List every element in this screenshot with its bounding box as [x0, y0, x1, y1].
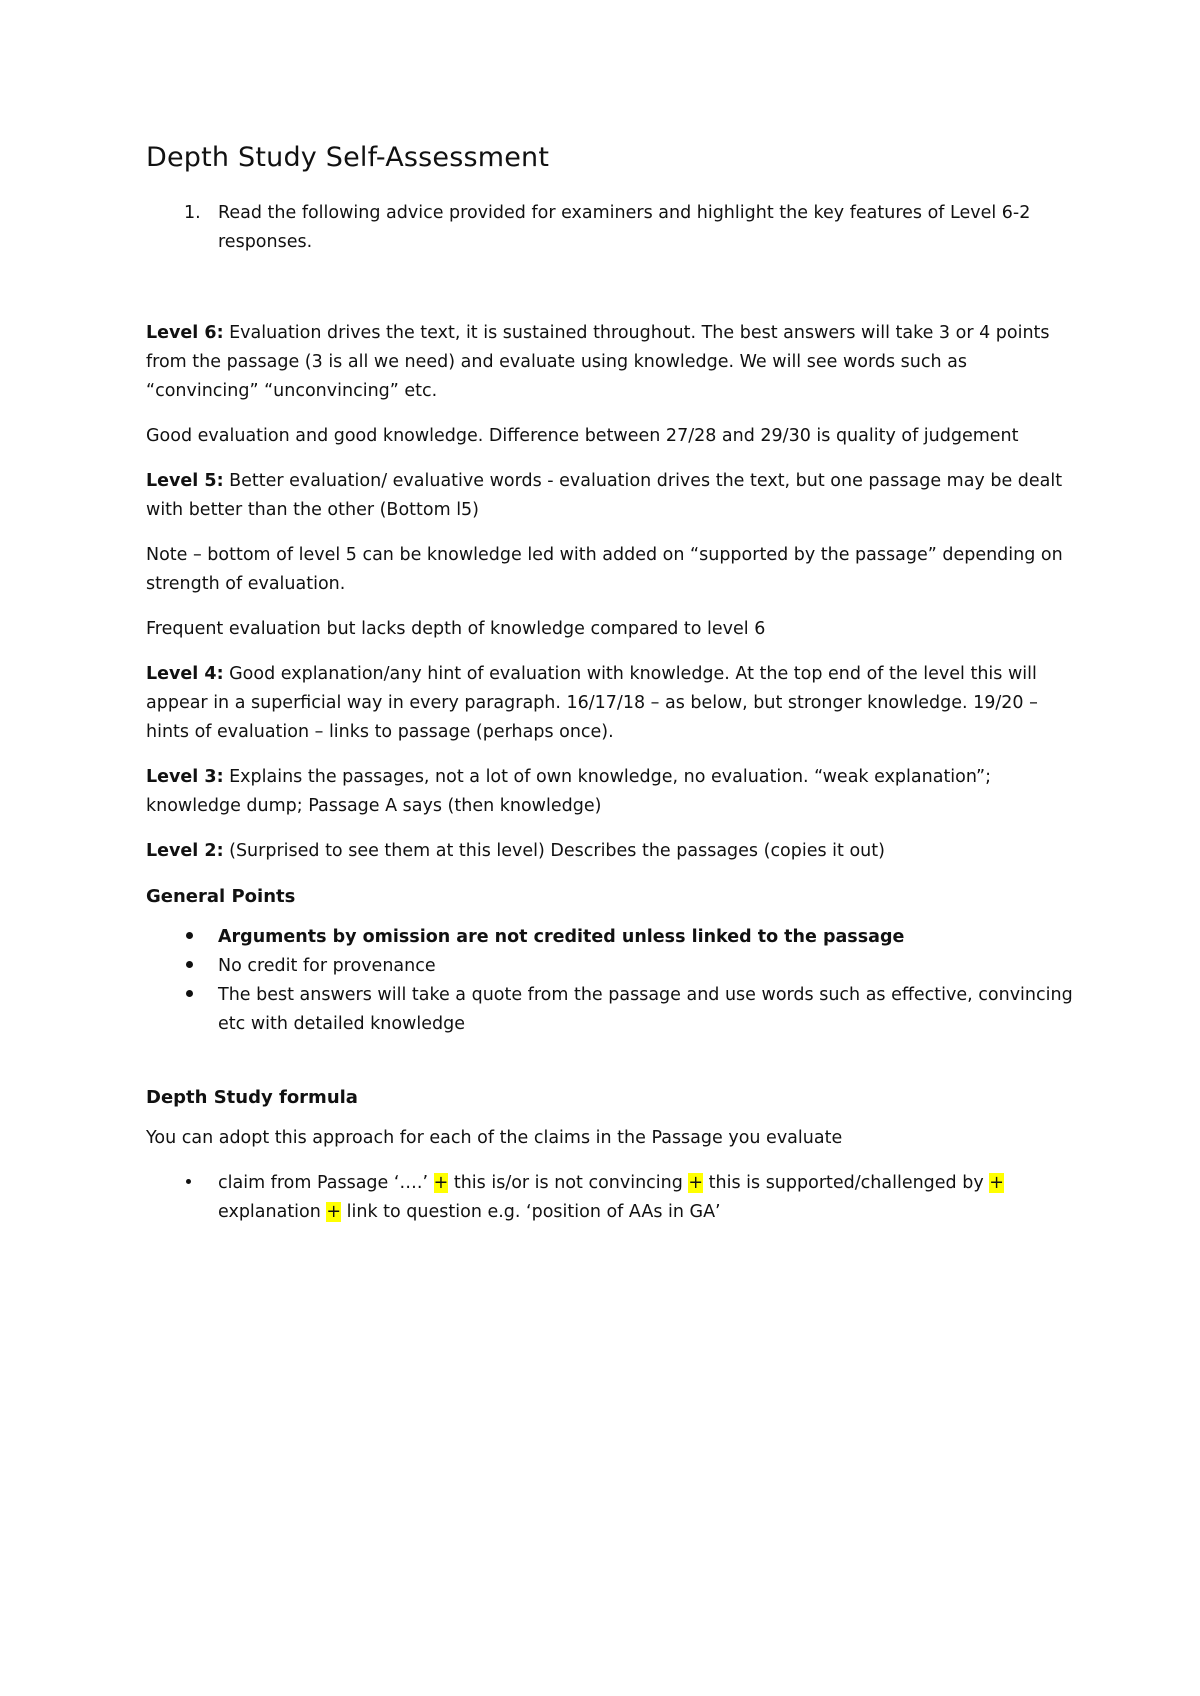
- formula-heading: Depth Study formula: [146, 1087, 358, 1108]
- level-4-text: Good explanation/any hint of evaluation with knowledge. At the top end of the level this will appear in a superficial way in every paragraph. 16/17/18 – as below, but stronger knowledge. 19/20 – hints of evaluation – links to passage (perhaps once).: [146, 664, 1038, 742]
- formula-part-explanation: explanation: [218, 1202, 327, 1222]
- spacer: [146, 257, 1076, 319]
- instruction-item: [146, 199, 1076, 257]
- level-3-label: Level 3:: [146, 767, 224, 787]
- formula-part-claim: claim from Passage ‘….’: [218, 1173, 434, 1193]
- bullet-icon: [146, 1169, 218, 1227]
- level-4-label: Level 4:: [146, 664, 224, 684]
- plus-highlight: +: [326, 1202, 342, 1222]
- level-5-note-2: Frequent evaluation but lacks depth of knowledge compared to level 6: [146, 619, 766, 639]
- plus-highlight: +: [433, 1173, 449, 1193]
- document-page: [146, 142, 1076, 1227]
- level-3-paragraph: [146, 763, 1076, 821]
- level-5-paragraph: [146, 467, 1076, 525]
- list-item: [146, 1169, 1076, 1227]
- level-4-paragraph: [146, 660, 1076, 747]
- level-2-text: (Surprised to see them at this level) Describes the passages (copies it out): [223, 841, 885, 861]
- instruction-text: Read the following advice provided for examiners and highlight the key features of Level 6-2 responses.: [218, 203, 1031, 252]
- bullet-icon: [146, 981, 218, 1039]
- level-6-note: Good evaluation and good knowledge. Difference between 27/28 and 29/30 is quality of judgement: [146, 426, 1019, 446]
- instruction-list: [146, 199, 1076, 257]
- formula-text: [218, 1169, 1076, 1227]
- plus-highlight: +: [688, 1173, 704, 1193]
- level-5-note-1: Note – bottom of level 5 can be knowledge led with added on “supported by the passage” depending on strength of evaluation.: [146, 545, 1063, 594]
- level-5-text: Better evaluation/ evaluative words - evaluation drives the text, but one passage may be dealt with better than the other (Bottom l5): [146, 471, 1063, 520]
- bullet-icon: [146, 952, 218, 981]
- general-points-heading: General Points: [146, 886, 296, 907]
- level-2-paragraph: [146, 837, 1076, 866]
- bullet-text: No credit for provenance: [218, 956, 436, 976]
- formula-intro: You can adopt this approach for each of the claims in the Passage you evaluate: [146, 1128, 843, 1148]
- plus-highlight: +: [989, 1173, 1004, 1193]
- level-6-text: Evaluation drives the text, it is sustained throughout. The best answers will take 3 or 4 points from the passage (3 is all we need) and evaluate using knowledge. We will see words such as “convincing” “unconvincing” etc.: [146, 323, 1050, 401]
- formula-part-link: link to question e.g. ‘position of AAs in GA’: [341, 1202, 721, 1222]
- formula-part-supported: this is supported/challenged by: [703, 1173, 990, 1193]
- list-item: [146, 923, 1076, 952]
- formula-part-convincing: this is/or is not convincing: [448, 1173, 689, 1193]
- list-item: [146, 952, 1076, 981]
- level-5-label: Level 5:: [146, 471, 224, 491]
- spacer: [146, 1039, 1076, 1083]
- level-6-paragraph: [146, 319, 1076, 406]
- level-6-label: Level 6:: [146, 323, 224, 343]
- general-points-list: [146, 923, 1076, 1039]
- level-3-text: Explains the passages, not a lot of own knowledge, no evaluation. “weak explanation”; knowledge dump; Passage A says (then knowledge): [146, 767, 991, 816]
- formula-list: [146, 1169, 1076, 1227]
- level-2-label: Level 2:: [146, 841, 224, 861]
- bullet-icon: [146, 923, 218, 952]
- page-title: Depth Study Self-Assessment: [146, 142, 550, 173]
- list-item: [146, 981, 1076, 1039]
- bullet-text: Arguments by omission are not credited unless linked to the passage: [218, 927, 905, 947]
- list-number: 1.: [184, 203, 201, 223]
- bullet-text: The best answers will take a quote from the passage and use words such as effective, convincing etc with detailed knowledge: [218, 985, 1073, 1034]
